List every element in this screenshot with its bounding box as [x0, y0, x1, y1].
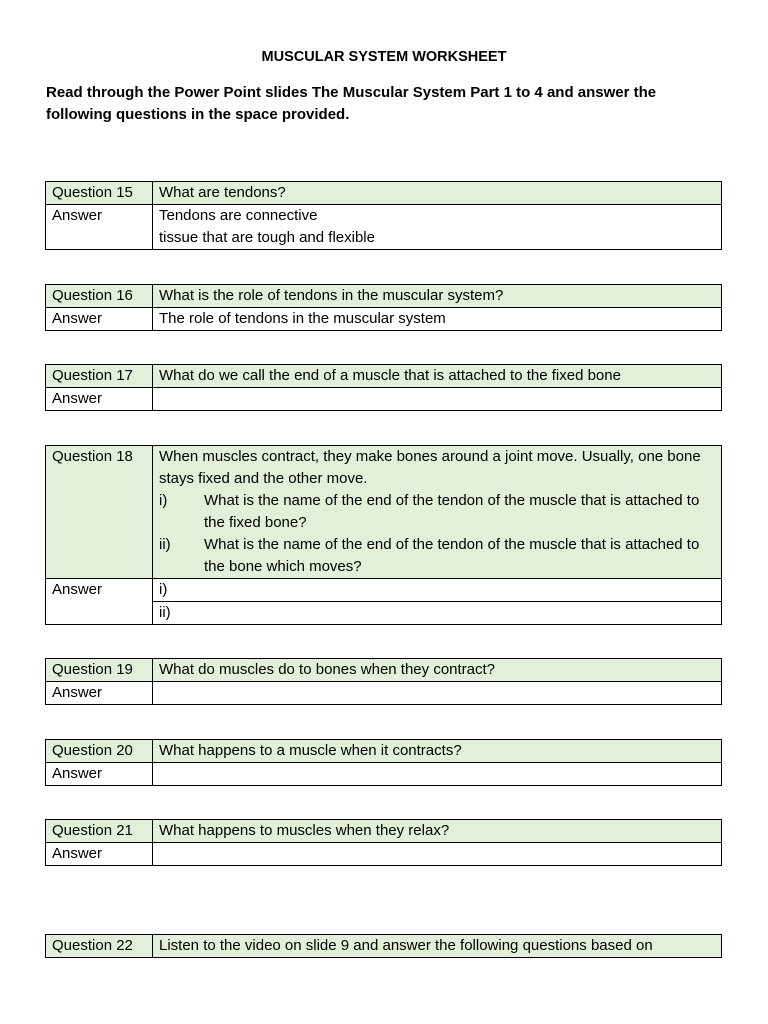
question-16-table [45, 284, 722, 331]
worksheet-title: MUSCULAR SYSTEM WORKSHEET [261, 49, 507, 65]
question-21-table [45, 819, 722, 866]
question-15-table [45, 181, 722, 250]
answer-label: Answer [46, 843, 153, 866]
answer-label: Answer [46, 682, 153, 705]
sub-question-1 [159, 490, 715, 534]
answer-cell[interactable] [153, 682, 722, 705]
sub-question-text: What is the name of the end of the tendon of the muscle that is attached to the bone which moves? [204, 536, 700, 575]
question-text: What do we call the end of a muscle that is attached to the fixed bone [153, 365, 722, 388]
answer-row [46, 763, 722, 786]
answer-cell[interactable] [153, 205, 722, 250]
answer-label: Answer [46, 579, 153, 625]
question-row [46, 365, 722, 388]
question-19-table [45, 658, 722, 705]
question-row [46, 820, 722, 843]
question-text: What is the role of tendons in the muscular system? [153, 285, 722, 308]
question-intro: When muscles contract, they make bones around a joint move. Usually, one bone stays fixed and the other move. [159, 448, 701, 487]
sub-question-text: What is the name of the end of the tendon of the muscle that is attached to the fixed bone? [204, 492, 700, 531]
question-label: Question 18 [46, 446, 153, 579]
answer-label: Answer [46, 205, 153, 250]
question-row [46, 935, 722, 958]
answer-label: Answer [46, 388, 153, 411]
answer-row [46, 843, 722, 866]
question-row [46, 740, 722, 763]
answer-row [46, 682, 722, 705]
answer-cell[interactable] [153, 843, 722, 866]
sub-question-number: i) [159, 492, 168, 509]
question-17-table [45, 364, 722, 411]
question-row [46, 182, 722, 205]
question-label: Question 16 [46, 285, 153, 308]
question-18-table [45, 445, 722, 625]
question-text: What do muscles do to bones when they contract? [153, 659, 722, 682]
question-text: What happens to a muscle when it contracts? [153, 740, 722, 763]
question-label: Question 22 [46, 935, 153, 958]
answer-cell[interactable] [153, 388, 722, 411]
sub-question-number: ii) [159, 536, 171, 553]
question-label: Question 21 [46, 820, 153, 843]
answer-cell[interactable]: The role of tendons in the muscular system [153, 308, 722, 331]
question-22-table [45, 934, 722, 958]
question-row [46, 446, 722, 579]
question-text: Listen to the video on slide 9 and answer the following questions based on [153, 935, 722, 958]
question-20-table [45, 739, 722, 786]
question-label: Question 20 [46, 740, 153, 763]
question-text [153, 446, 722, 579]
question-text: What happens to muscles when they relax? [153, 820, 722, 843]
answer-text-line-1: Tendons are connective [159, 207, 318, 224]
question-label: Question 17 [46, 365, 153, 388]
question-row [46, 659, 722, 682]
answer-cell-2[interactable]: ii) [153, 602, 722, 625]
answer-cell-1[interactable]: i) [153, 579, 722, 602]
instructions: Read through the Power Point slides The Muscular System Part 1 to 4 and answer the following questions in the space provided. [46, 84, 657, 123]
answer-cell[interactable] [153, 763, 722, 786]
answer-label: Answer [46, 308, 153, 331]
answer-row [46, 308, 722, 331]
answer-label: Answer [46, 763, 153, 786]
answer-row [46, 205, 722, 250]
question-text: What are tendons? [153, 182, 722, 205]
question-label: Question 19 [46, 659, 153, 682]
sub-question-2 [159, 534, 715, 578]
answer-row [46, 579, 722, 602]
question-row [46, 285, 722, 308]
answer-row [46, 388, 722, 411]
question-label: Question 15 [46, 182, 153, 205]
answer-text-line-2: tissue that are tough and flexible [159, 229, 375, 246]
